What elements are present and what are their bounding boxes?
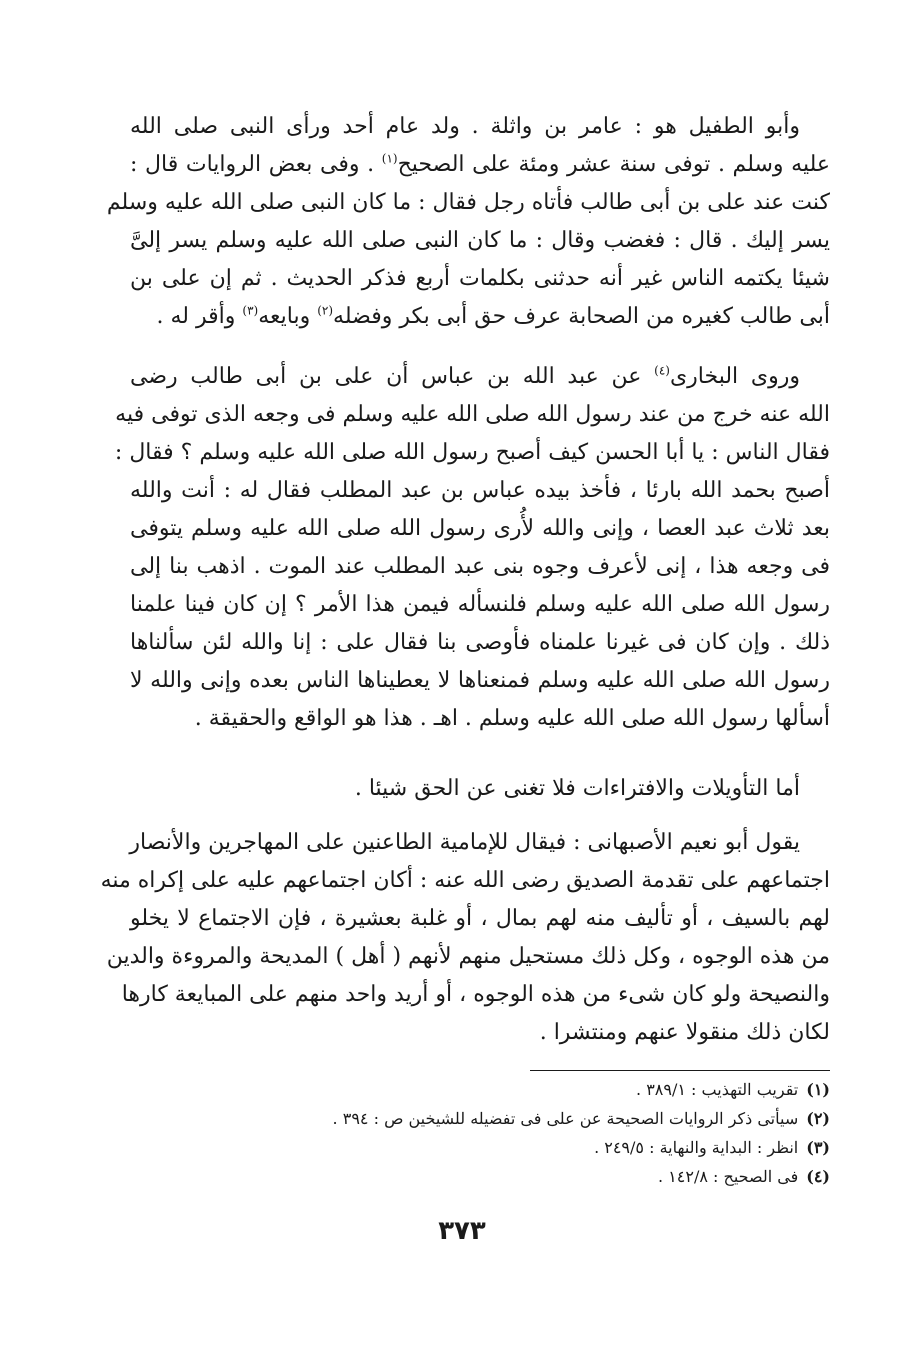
footnote-marker: (٢) [317, 303, 334, 318]
text-line: يقول أبو نعيم الأصبهانى : فيقال للإمامية الطاعنين على المهاجرين والأنصار [129, 830, 800, 855]
text-line: وأبو الطفيل هو : عامر بن واثلة . ولد عام أحد ورأى النبى صلى الله [130, 114, 800, 139]
text-line [130, 360, 830, 394]
text-line: بعد ثلاث عبد العصا ، وإنى والله لأُرى رسول الله صلى الله عليه وسلم يتوفى [130, 516, 830, 541]
footnote-marker: (١) [381, 151, 398, 166]
footnote [130, 1134, 830, 1162]
footnote-marker: (٤) [654, 363, 670, 378]
footnote-text: سيأتى ذكر الروايات الصحيحة عن على فى تفضيله للشيخين ص : ٣٩٤ . [332, 1109, 799, 1128]
text-line: أسألها رسول الله صلى الله عليه وسلم . اهـ . هذا هو الواقع والحقيقة . [194, 706, 830, 731]
text-segment: وبايعه [258, 304, 311, 329]
text-segment: . وفى بعض الروايات قال : [130, 152, 375, 177]
text-line: لكان ذلك منقولا عنهم ومنتشرا . [539, 1020, 830, 1045]
text-segment: وأقر له . [156, 304, 236, 329]
footnote-number: (٢) [806, 1109, 830, 1128]
text-line: اجتماعهم على تقدمة الصديق رضى الله عنه : أكان اجتماعهم عليه على إكراه منه [100, 868, 830, 893]
text-segment: وروى البخارى [669, 364, 800, 389]
text-line: رسول الله صلى الله عليه وسلم فلنسأله فيمن هذا الأمر ؟ إن كان فينا علمنا [130, 592, 830, 617]
text-line [130, 300, 830, 334]
text-line: كنت عند على بن أبى طالب فأتاه رجل فقال : ما كان النبى صلى الله عليه وسلم [106, 190, 830, 215]
footnote-marker: (٣) [242, 303, 259, 318]
text-line: شيئا يكتمه الناس غير أنه حدثنى بكلمات أربع فذكر الحديث . ثم إن على بن [130, 266, 830, 291]
text-line: والنصيحة ولو كان شىء من هذه الوجوه ، أو أريد واحد منهم على المبايعة كارها [121, 982, 830, 1007]
text-line: من هذه الوجوه ، وكل ذلك مستحيل منهم لأنهم ( أهل ) المديحة والمروءة والدين [106, 944, 830, 969]
text-line: أما التأويلات والافتراءات فلا تغنى عن الحق شيئا . [354, 776, 800, 801]
text-line: أصبح بحمد الله بارئا ، فأخذ بيده عباس بن عبد المطلب فقال له : أنت والله [130, 478, 830, 503]
footnote [130, 1163, 830, 1191]
text-line [130, 148, 830, 182]
text-line: فقال الناس : يا أبا الحسن كيف أصبح رسول الله صلى الله عليه وسلم ؟ فقال : [114, 440, 830, 465]
text-line: لهم بالسيف ، أو تأليف منه لهم بمال ، أو غلبة بعشيرة ، فإن الاجتماع لا يخلو [130, 906, 830, 931]
text-segment: عليه وسلم . توفى سنة عشر ومئة على الصحيح [397, 152, 831, 177]
text-line: الله عنه خرج من عند رسول الله صلى الله عليه وسلم فى وجعه الذى توفى فيه [115, 402, 830, 427]
footnote-divider [530, 1070, 830, 1071]
text-line: يسر إليك . قال : فغضب وقال : ما كان النبى صلى الله عليه وسلم يسر إلىَّ [130, 228, 830, 253]
footnote-text: فى الصحيح : ١٤٢/٨ . [658, 1167, 799, 1186]
text-segment: عن عبد الله بن عباس أن على بن أبى طالب رضى [130, 364, 642, 389]
footnote-text: انظر : البداية والنهاية : ٢٤٩/٥ . [594, 1138, 799, 1157]
footnote-number: (٣) [806, 1138, 830, 1157]
footnote-number: (١) [806, 1080, 830, 1099]
footnote-text: تقريب التهذيب : ٣٨٩/١ . [636, 1080, 799, 1099]
text-line: فى وجعه هذا ، إنى لأعرف وجوه بنى عبد المطلب عند الموت . اذهب بنا إلى [130, 554, 830, 579]
footnote [130, 1105, 830, 1133]
page-number: ٣٧٣ [438, 1216, 486, 1246]
text-line: ذلك . وإن كان فى غيرنا علمناه فأوصى بنا فقال على : إنا والله لئن سألناها [130, 630, 830, 655]
text-line: رسول الله صلى الله عليه وسلم فمنعناها لا يعطيناها الناس بعده وإنى والله لا [130, 668, 830, 693]
text-segment: أبى طالب كغيره من الصحابة عرف حق أبى بكر وفضله [333, 304, 830, 329]
footnote-number: (٤) [806, 1167, 830, 1186]
footnote [130, 1076, 830, 1104]
